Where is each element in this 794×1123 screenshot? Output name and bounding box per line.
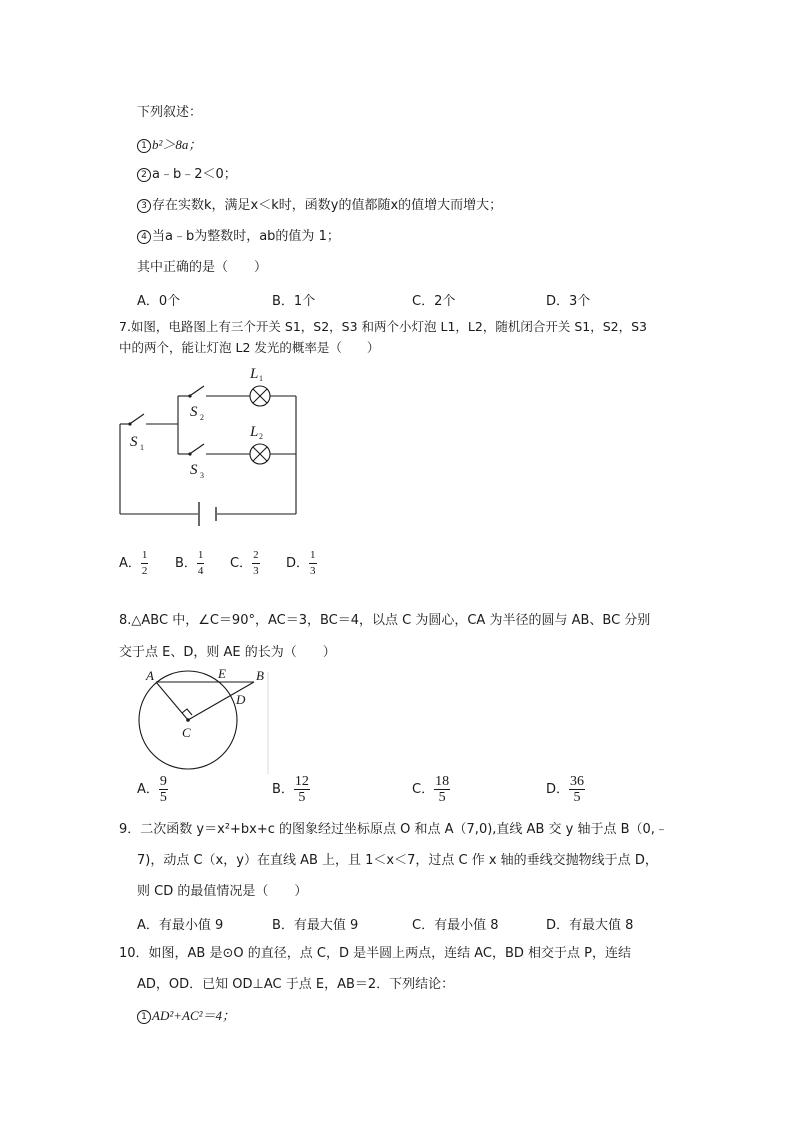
label-c: C: [182, 725, 191, 740]
q7-option-b-den: 4: [197, 565, 204, 577]
q10-stem-line2: AD，OD．已知 OD⊥AC 于点 E，AB＝2．下列结论：: [137, 977, 455, 992]
q6-option-c: C．2个: [412, 294, 456, 309]
label-l1: L: [250, 366, 259, 382]
q7-option-a-num: 1: [141, 548, 149, 564]
label-b: B: [256, 668, 264, 683]
q8-option-d: [546, 774, 585, 805]
q6-item-4: [137, 228, 340, 246]
q8-option-d-den: 5: [573, 790, 581, 805]
q6-item-3-mark: 3: [137, 199, 151, 213]
label-s2: S: [190, 404, 198, 420]
q8-option-c: [412, 774, 450, 805]
center-point: [186, 718, 190, 722]
q6-item-1: [137, 136, 201, 155]
q10-item-1-mark: 1: [137, 1010, 151, 1024]
q6-intro: 下列叙述：: [137, 105, 203, 120]
q6-item-1-text: b²＞8a；: [152, 137, 202, 152]
q7-option-c-letter: C．: [230, 556, 253, 571]
q7-option-b-num: 1: [197, 548, 205, 564]
q8-option-a-num: 9: [159, 774, 167, 789]
label-s3-sub: 3: [200, 471, 204, 480]
q8-option-b: [272, 774, 310, 805]
segment-ac: [156, 682, 188, 720]
q7-option-a-letter: A．: [119, 556, 141, 571]
q6-item-2-mark: 2: [137, 168, 151, 182]
label-s1: S: [130, 434, 138, 450]
q6-item-3: [137, 197, 502, 215]
q9-option-b: B．有最大值 9: [272, 918, 359, 933]
q10-item-1-text: AD²+AC²＝4；: [152, 1008, 236, 1023]
q7-circuit-diagram: [110, 362, 310, 532]
q6-item-2-text: a﹣b﹣2＜0；: [152, 167, 237, 182]
q7-option-d: [286, 548, 317, 579]
q8-option-a-den: 5: [159, 790, 167, 805]
q7-option-b-letter: B．: [175, 556, 197, 571]
q6-option-a: A．0个: [137, 294, 181, 309]
label-e: E: [218, 666, 226, 681]
q7-option-d-letter: D．: [286, 556, 310, 571]
q6-option-d: D．3个: [546, 294, 591, 309]
q8-stem-line1: 8.△ABC 中，∠C＝90°，AC＝3，BC＝4，以点 C 为圆心，CA 为半径的圆与 AB、BC 分别: [119, 613, 651, 628]
s1-contact: [128, 422, 131, 425]
q6-item-1-mark: 1: [137, 139, 151, 153]
q6-item-4-text: 当a﹣b为整数时，ab的值为 1；: [152, 229, 340, 244]
q6-item-2: [137, 166, 237, 184]
q9-stem-line2: 7)，动点 C（x，y）在直线 AB 上，且 1＜x＜7，过点 C 作 x 轴的垂线交抛物线于点 D，: [137, 853, 658, 868]
q8-option-c-letter: C．: [412, 782, 435, 797]
q6-option-b: B．1个: [272, 294, 316, 309]
s3-blade: [191, 444, 204, 453]
label-s3: S: [190, 462, 198, 478]
label-l2-sub: 2: [259, 432, 263, 441]
label-l1-sub: 1: [259, 374, 263, 383]
q6-ask: 其中正确的是（ ）: [137, 260, 268, 275]
q8-stem-line2: 交于点 E、D，则 AE 的长为（ ）: [119, 645, 336, 660]
q9-stem-line1: 9．二次函数 y＝x²+bx+c 的图象经过坐标原点 O 和点 A（7,0),直线 AB 交 y 轴于点 B（0,﹣: [119, 822, 668, 837]
s2-blade: [191, 386, 204, 395]
label-l2: L: [250, 424, 259, 440]
s1-blade: [131, 414, 144, 423]
s2-contact: [188, 394, 191, 397]
q8-option-b-num: 12: [294, 774, 309, 789]
q10-item-1: [137, 1007, 235, 1026]
q7-option-a-den: 2: [141, 565, 148, 577]
label-s1-sub: 1: [140, 443, 144, 452]
label-s2-sub: 2: [200, 413, 204, 422]
q8-option-b-letter: B．: [272, 782, 294, 797]
label-a: A: [146, 668, 154, 683]
q9-option-d: D．有最大值 8: [546, 918, 634, 933]
q10-stem-line1: 10．如图，AB 是⊙O 的直径，点 C，D 是半圆上两点，连结 AC，BD 相交于点 P，连结: [119, 946, 632, 961]
q7-stem-line1: 7.如图，电路图上有三个开关 S1，S2，S3 和两个小灯泡 L1，L2，随机闭合开关 S1，S2，S3: [119, 319, 647, 334]
q8-circle-diagram: [130, 664, 280, 774]
q7-option-a: [119, 548, 148, 579]
q7-option-c: [230, 548, 260, 579]
q8-option-a-letter: A．: [137, 782, 159, 797]
q6-item-3-text: 存在实数k，满足x＜k时，函数y的值都随x的值增大而增大；: [152, 198, 503, 213]
q7-option-c-num: 2: [252, 548, 260, 564]
q9-stem-line3: 则 CD 的最值情况是（ ）: [137, 884, 308, 899]
q7-stem-line2: 中的两个，能让灯泡 L2 发光的概率是（ ）: [119, 340, 380, 355]
s3-contact: [188, 452, 191, 455]
q7-option-c-den: 3: [253, 565, 259, 577]
q9-option-c: C．有最小值 8: [412, 918, 499, 933]
q8-option-d-num: 36: [570, 774, 585, 789]
q8-option-c-num: 18: [435, 774, 450, 789]
q7-option-b: [175, 548, 204, 579]
q9-option-a: A．有最小值 9: [137, 918, 224, 933]
q8-option-b-den: 5: [298, 790, 306, 805]
q7-option-d-num: 1: [309, 548, 317, 564]
label-d: D: [236, 692, 246, 707]
q8-option-a: [137, 774, 168, 805]
q8-option-d-letter: D．: [546, 782, 570, 797]
q7-option-d-den: 3: [310, 565, 316, 577]
q8-option-c-den: 5: [438, 790, 446, 805]
q6-item-4-mark: 4: [137, 230, 151, 244]
